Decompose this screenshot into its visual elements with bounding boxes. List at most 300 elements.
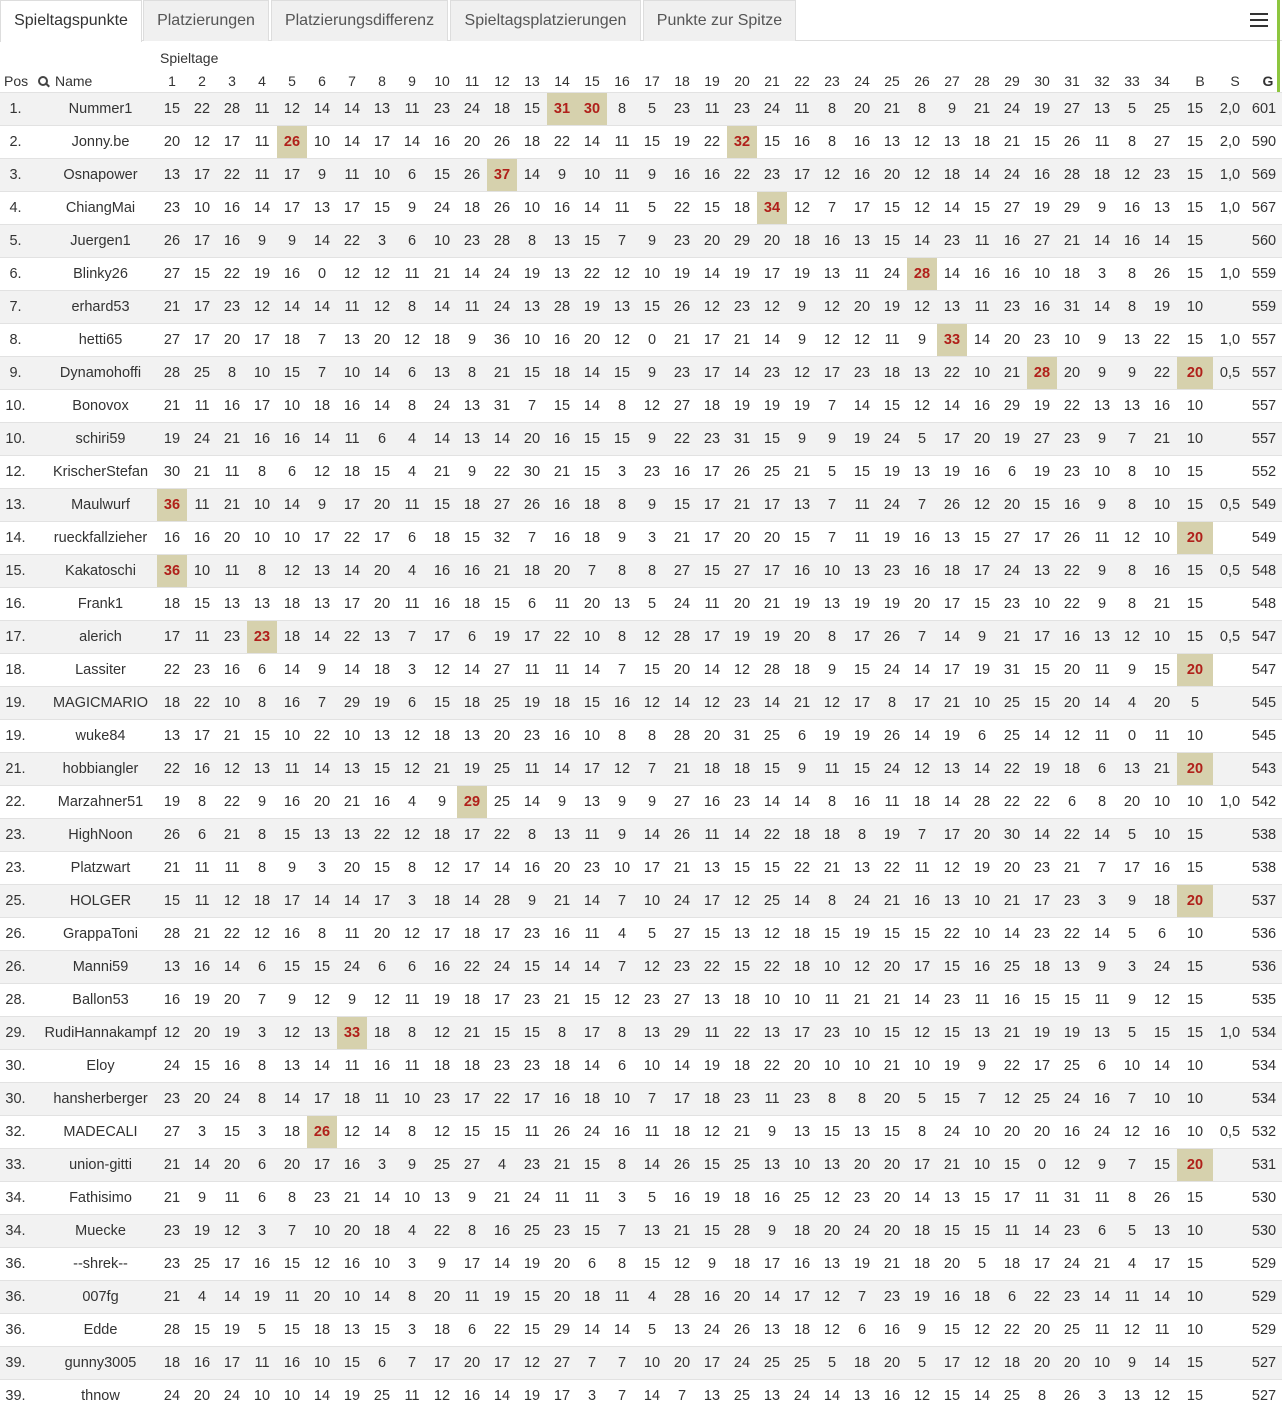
- player-name[interactable]: hobbiangler: [36, 753, 157, 786]
- day-points: 6: [997, 456, 1027, 489]
- day-points: 12: [817, 291, 847, 324]
- day-points: 9: [1117, 984, 1147, 1017]
- day-points: 8: [1117, 258, 1147, 291]
- row-position: 17.: [0, 621, 36, 654]
- header-day-22[interactable]: 22: [794, 73, 810, 89]
- tab-platzierungsdifferenz[interactable]: Platzierungsdifferenz: [271, 0, 448, 41]
- bonus-points: 20: [1177, 357, 1213, 390]
- day-points: 25: [727, 1380, 757, 1413]
- day-points: 18: [1057, 753, 1087, 786]
- day-points: 20: [517, 423, 547, 456]
- day-points: 11: [217, 555, 247, 588]
- player-name[interactable]: Osnapower: [36, 159, 157, 192]
- day-points: 11: [397, 588, 427, 621]
- table-row: [0, 489, 1282, 522]
- header-day-2[interactable]: 2: [198, 73, 206, 89]
- day-points: 17: [907, 687, 937, 720]
- day-points: 19: [727, 258, 757, 291]
- day-points: 13: [457, 390, 487, 423]
- day-points: 8: [247, 687, 277, 720]
- day-points: 15: [937, 1017, 967, 1050]
- day-points: 15: [757, 126, 787, 159]
- header-day-7[interactable]: 7: [348, 73, 356, 89]
- day-points: 19: [997, 423, 1027, 456]
- player-name[interactable]: Muecke: [36, 1215, 157, 1248]
- day-points: 17: [307, 1083, 337, 1116]
- header-day-21[interactable]: 21: [764, 73, 780, 89]
- player-name[interactable]: Ballon53: [36, 984, 157, 1017]
- day-points: 14: [1087, 225, 1117, 258]
- header-name[interactable]: [38, 73, 92, 89]
- day-points: 18: [667, 1116, 697, 1149]
- player-name[interactable]: Blinky26: [36, 258, 157, 291]
- day-points: 7: [907, 819, 937, 852]
- day-points: 17: [997, 1182, 1027, 1215]
- day-points: 10: [907, 1050, 937, 1083]
- day-points: 28: [217, 93, 247, 126]
- day-points: 23: [637, 984, 667, 1017]
- day-points: 20: [847, 291, 877, 324]
- header-day-10[interactable]: 10: [434, 73, 450, 89]
- day-points: 24: [427, 192, 457, 225]
- day-points: 14: [367, 390, 397, 423]
- day-points: 4: [397, 456, 427, 489]
- day-points: 23: [517, 918, 547, 951]
- day-points: 11: [847, 258, 877, 291]
- header-day-20[interactable]: 20: [734, 73, 750, 89]
- player-name[interactable]: HighNoon: [36, 819, 157, 852]
- day-points: 11: [1087, 1314, 1117, 1347]
- day-points: 23: [817, 1017, 847, 1050]
- player-name[interactable]: KrischerStefan: [36, 456, 157, 489]
- day-points: 19: [817, 720, 847, 753]
- bonus-points: 15: [1177, 1380, 1213, 1413]
- header-day-11[interactable]: 11: [464, 73, 480, 89]
- day-points: 12: [967, 1314, 997, 1347]
- day-points: 15: [157, 93, 187, 126]
- player-name[interactable]: MAGICMARIO: [36, 687, 157, 720]
- day-points: 15: [277, 1248, 307, 1281]
- day-points: 14: [577, 654, 607, 687]
- header-day-13[interactable]: 13: [524, 73, 540, 89]
- header-day-26[interactable]: 26: [914, 73, 930, 89]
- day-points: 22: [787, 852, 817, 885]
- day-points: 17: [787, 1281, 817, 1314]
- day-points: 10: [787, 1149, 817, 1182]
- tab-spieltagsplatzierungen[interactable]: Spieltagsplatzierungen: [450, 0, 641, 41]
- table-row: [0, 1017, 1282, 1050]
- day-points: 13: [547, 225, 577, 258]
- player-name[interactable]: 007fg: [36, 1281, 157, 1314]
- day-points: 13: [937, 126, 967, 159]
- day-points: 20: [877, 1182, 907, 1215]
- day-points: 17: [1027, 621, 1057, 654]
- day-points: 21: [1057, 852, 1087, 885]
- day-points: 21: [667, 522, 697, 555]
- day-points: 8: [607, 1017, 637, 1050]
- header-pos[interactable]: Pos: [4, 73, 29, 89]
- day-points: 18: [517, 126, 547, 159]
- day-points: 19: [157, 423, 187, 456]
- player-name[interactable]: rueckfallzieher: [36, 522, 157, 555]
- day-points: 10: [397, 1083, 427, 1116]
- day-points: 6: [397, 522, 427, 555]
- player-name[interactable]: Jonny.be: [36, 126, 157, 159]
- day-points: 9: [637, 357, 667, 390]
- special-points: [1213, 1380, 1247, 1413]
- header-g[interactable]: G: [1262, 73, 1274, 89]
- day-points: 4: [637, 1281, 667, 1314]
- header-day-30[interactable]: 30: [1034, 73, 1050, 89]
- day-points: 15: [1027, 654, 1057, 687]
- day-points: 16: [847, 786, 877, 819]
- bonus-points: 15: [1177, 588, 1213, 621]
- day-points: 22: [487, 1083, 517, 1116]
- header-day-4[interactable]: 4: [258, 73, 266, 89]
- day-points: 20: [427, 1281, 457, 1314]
- day-points: 25: [757, 720, 787, 753]
- day-points: 22: [937, 357, 967, 390]
- day-points: 32: [487, 522, 517, 555]
- day-points: 12: [307, 984, 337, 1017]
- player-name[interactable]: Marzahner51: [36, 786, 157, 819]
- day-points: 15: [187, 1314, 217, 1347]
- table-row: [0, 291, 1282, 324]
- day-points: 10: [787, 984, 817, 1017]
- day-points: 26: [487, 192, 517, 225]
- day-points: 9: [1117, 654, 1147, 687]
- day-points: 18: [277, 324, 307, 357]
- header-day-33[interactable]: 33: [1124, 73, 1140, 89]
- day-points: 23: [217, 291, 247, 324]
- day-points: 22: [427, 1215, 457, 1248]
- day-points: 12: [217, 885, 247, 918]
- day-points: 18: [727, 1248, 757, 1281]
- day-points: 23: [217, 621, 247, 654]
- player-name[interactable]: hansherberger: [36, 1083, 157, 1116]
- header-day-34[interactable]: 34: [1154, 73, 1170, 89]
- player-name[interactable]: HOLGER: [36, 885, 157, 918]
- row-position: 10.: [0, 390, 36, 423]
- day-points: 26: [667, 819, 697, 852]
- day-points: 12: [217, 1215, 247, 1248]
- day-points: 23: [517, 984, 547, 1017]
- total-points: 537: [1247, 885, 1282, 918]
- player-name[interactable]: ChiangMai: [36, 192, 157, 225]
- day-points: 8: [217, 357, 247, 390]
- player-name[interactable]: Juergen1: [36, 225, 157, 258]
- day-points: 20: [1027, 1314, 1057, 1347]
- day-points: 15: [277, 357, 307, 390]
- day-points: 18: [787, 1314, 817, 1347]
- day-points: 7: [637, 1083, 667, 1116]
- day-points: 11: [277, 1281, 307, 1314]
- day-points: 13: [787, 489, 817, 522]
- day-points: 26: [1147, 258, 1177, 291]
- day-points: 16: [997, 984, 1027, 1017]
- player-name[interactable]: Frank1: [36, 588, 157, 621]
- player-name[interactable]: Nummer1: [36, 93, 157, 126]
- header-day-25[interactable]: 25: [884, 73, 900, 89]
- total-points: 559: [1247, 291, 1282, 324]
- day-points: 17: [847, 621, 877, 654]
- player-name[interactable]: Bonovox: [36, 390, 157, 423]
- day-points: 15: [877, 390, 907, 423]
- day-points: 16: [277, 423, 307, 456]
- day-points: 16: [1147, 555, 1177, 588]
- day-points: 9: [1117, 357, 1147, 390]
- day-points: 4: [397, 1215, 427, 1248]
- total-points: 549: [1247, 522, 1282, 555]
- row-position: 34.: [0, 1215, 36, 1248]
- day-points: 23: [517, 1149, 547, 1182]
- player-name[interactable]: gunny3005: [36, 1347, 157, 1380]
- header-day-1[interactable]: 1: [168, 73, 176, 89]
- day-points: 22: [337, 225, 367, 258]
- day-points: 15: [517, 1017, 547, 1050]
- header-day-12[interactable]: 12: [494, 73, 510, 89]
- day-points: 13: [1087, 93, 1117, 126]
- row-position: 23.: [0, 819, 36, 852]
- total-points: 534: [1247, 1050, 1282, 1083]
- day-points: 13: [337, 753, 367, 786]
- day-points: 13: [337, 1314, 367, 1347]
- table-row: [0, 951, 1282, 984]
- day-points: 17: [577, 753, 607, 786]
- day-points: 10: [1117, 1050, 1147, 1083]
- player-name[interactable]: RudiHannakampf: [36, 1017, 157, 1050]
- day-points: 24: [997, 555, 1027, 588]
- day-points: 11: [247, 159, 277, 192]
- day-points: 12: [817, 1281, 847, 1314]
- day-points: 17: [697, 489, 727, 522]
- player-name[interactable]: thnow: [36, 1380, 157, 1413]
- day-points: 14: [487, 423, 517, 456]
- day-points: 11: [1087, 522, 1117, 555]
- hamburger-menu-icon[interactable]: [1248, 10, 1270, 32]
- day-points: 9: [397, 1149, 427, 1182]
- day-points: 9: [907, 1314, 937, 1347]
- day-points: 18: [787, 819, 817, 852]
- day-points: 16: [817, 225, 847, 258]
- player-name[interactable]: schiri59: [36, 423, 157, 456]
- day-points: 11: [547, 1182, 577, 1215]
- row-position: 2.: [0, 126, 36, 159]
- player-name[interactable]: GrappaToni: [36, 918, 157, 951]
- day-points: 18: [847, 1347, 877, 1380]
- player-name[interactable]: Maulwurf: [36, 489, 157, 522]
- header-day-6[interactable]: 6: [318, 73, 326, 89]
- day-points: 12: [637, 687, 667, 720]
- day-points: 21: [877, 984, 907, 1017]
- day-points: 20: [787, 621, 817, 654]
- day-points: 10: [277, 1380, 307, 1413]
- header-b[interactable]: B: [1195, 73, 1205, 89]
- day-points: 27: [667, 786, 697, 819]
- day-points: 14: [517, 159, 547, 192]
- day-points: 9: [187, 1182, 217, 1215]
- day-points: 23: [517, 720, 547, 753]
- day-points: 11: [1117, 1281, 1147, 1314]
- day-points: 9: [607, 522, 637, 555]
- day-points: 17: [787, 1017, 817, 1050]
- day-points: 28: [967, 786, 997, 819]
- day-points: 7: [847, 1281, 877, 1314]
- day-points: 26: [1147, 1182, 1177, 1215]
- day-points: 14: [907, 984, 937, 1017]
- day-points: 14: [727, 819, 757, 852]
- player-name[interactable]: Platzwart: [36, 852, 157, 885]
- day-points: 31: [1057, 1182, 1087, 1215]
- special-points: 1,0: [1213, 192, 1247, 225]
- day-points: 19: [937, 456, 967, 489]
- header-day-15[interactable]: 15: [584, 73, 600, 89]
- day-points: 11: [1087, 1182, 1117, 1215]
- day-points: 13: [367, 621, 397, 654]
- header-day-28[interactable]: 28: [974, 73, 990, 89]
- day-points: 14: [307, 1050, 337, 1083]
- player-name[interactable]: MADECALI: [36, 1116, 157, 1149]
- day-points: 8: [1117, 1182, 1147, 1215]
- day-points: 15: [967, 1182, 997, 1215]
- day-points: 14: [1027, 720, 1057, 753]
- day-points: 15: [517, 1281, 547, 1314]
- day-points: 16: [427, 588, 457, 621]
- day-points: 19: [727, 621, 757, 654]
- player-name[interactable]: Fathisimo: [36, 1182, 157, 1215]
- player-name[interactable]: erhard53: [36, 291, 157, 324]
- bonus-points: 10: [1177, 786, 1213, 819]
- header-day-24[interactable]: 24: [854, 73, 870, 89]
- header-day-14[interactable]: 14: [554, 73, 570, 89]
- player-name[interactable]: Manni59: [36, 951, 157, 984]
- day-points: 26: [877, 720, 907, 753]
- day-points: 16: [187, 951, 217, 984]
- day-points: 18: [307, 1314, 337, 1347]
- header-day-32[interactable]: 32: [1094, 73, 1110, 89]
- header-day-23[interactable]: 23: [824, 73, 840, 89]
- day-points: 8: [877, 687, 907, 720]
- header-day-27[interactable]: 27: [944, 73, 960, 89]
- day-points: 7: [307, 687, 337, 720]
- day-points: 14: [487, 1380, 517, 1413]
- player-name[interactable]: Dynamohoffi: [36, 357, 157, 390]
- day-points: 8: [517, 225, 547, 258]
- day-points: 19: [487, 621, 517, 654]
- day-points: 15: [187, 1050, 217, 1083]
- table-row: [0, 1380, 1282, 1413]
- day-points: 7: [277, 1215, 307, 1248]
- day-points: 8: [817, 786, 847, 819]
- header-day-18[interactable]: 18: [674, 73, 690, 89]
- day-points: 18: [697, 390, 727, 423]
- day-points: 25: [1027, 1083, 1057, 1116]
- day-points: 9: [1117, 885, 1147, 918]
- header-s[interactable]: S: [1230, 73, 1240, 89]
- bonus-points: 10: [1177, 1281, 1213, 1314]
- player-name[interactable]: union-gitti: [36, 1149, 157, 1182]
- header-day-9[interactable]: 9: [408, 73, 416, 89]
- day-points: 24: [997, 159, 1027, 192]
- day-points: 22: [337, 522, 367, 555]
- player-name[interactable]: hetti65: [36, 324, 157, 357]
- day-points: 13: [607, 588, 637, 621]
- day-points: 19: [517, 1248, 547, 1281]
- day-points: 8: [397, 852, 427, 885]
- day-points: 12: [397, 819, 427, 852]
- day-points: 25: [997, 1380, 1027, 1413]
- player-name[interactable]: wuke84: [36, 720, 157, 753]
- day-points: 13: [757, 1380, 787, 1413]
- special-points: [1213, 390, 1247, 423]
- day-points: 12: [907, 291, 937, 324]
- player-name[interactable]: Kakatoschi: [36, 555, 157, 588]
- player-name[interactable]: Lassiter: [36, 654, 157, 687]
- header-spieltage: Spieltage: [160, 50, 219, 66]
- day-points: 15: [607, 423, 637, 456]
- day-points: 14: [667, 687, 697, 720]
- day-points: 16: [427, 126, 457, 159]
- day-points: 31: [547, 93, 577, 126]
- day-points: 21: [997, 621, 1027, 654]
- day-points: 24: [847, 1215, 877, 1248]
- search-icon[interactable]: [38, 76, 49, 87]
- day-points: 16: [877, 1314, 907, 1347]
- day-points: 19: [487, 1281, 517, 1314]
- day-points: 0: [637, 324, 667, 357]
- day-points: 17: [337, 588, 367, 621]
- day-points: 21: [667, 324, 697, 357]
- player-name[interactable]: Eloy: [36, 1050, 157, 1083]
- day-points: 17: [487, 1347, 517, 1380]
- bonus-points: 15: [1177, 819, 1213, 852]
- header-day-31[interactable]: 31: [1064, 73, 1080, 89]
- header-day-16[interactable]: 16: [614, 73, 630, 89]
- total-points: 536: [1247, 951, 1282, 984]
- header-day-5[interactable]: 5: [288, 73, 296, 89]
- tab-punkte-zur-spitze[interactable]: Punkte zur Spitze: [643, 0, 796, 41]
- day-points: 8: [817, 1083, 847, 1116]
- total-points: 530: [1247, 1182, 1282, 1215]
- day-points: 12: [247, 291, 277, 324]
- day-points: 26: [727, 456, 757, 489]
- tab-spieltagspunkte[interactable]: Spieltagspunkte: [0, 0, 142, 42]
- player-name[interactable]: --shrek--: [36, 1248, 157, 1281]
- day-points: 21: [817, 852, 847, 885]
- day-points: 12: [907, 159, 937, 192]
- header-day-17[interactable]: 17: [644, 73, 660, 89]
- day-points: 27: [997, 522, 1027, 555]
- total-points: 557: [1247, 357, 1282, 390]
- special-points: [1213, 1182, 1247, 1215]
- day-points: 13: [907, 456, 937, 489]
- day-points: 10: [1147, 522, 1177, 555]
- day-points: 27: [547, 1347, 577, 1380]
- special-points: [1213, 852, 1247, 885]
- header-day-19[interactable]: 19: [704, 73, 720, 89]
- tab-platzierungen[interactable]: Platzierungen: [143, 0, 269, 41]
- day-points: 24: [487, 291, 517, 324]
- special-points: 0,5: [1213, 1116, 1247, 1149]
- day-points: 19: [517, 1380, 547, 1413]
- player-name[interactable]: Edde: [36, 1314, 157, 1347]
- header-day-3[interactable]: 3: [228, 73, 236, 89]
- day-points: 22: [547, 126, 577, 159]
- player-name[interactable]: alerich: [36, 621, 157, 654]
- header-day-29[interactable]: 29: [1004, 73, 1020, 89]
- day-points: 6: [247, 1182, 277, 1215]
- header-day-8[interactable]: 8: [378, 73, 386, 89]
